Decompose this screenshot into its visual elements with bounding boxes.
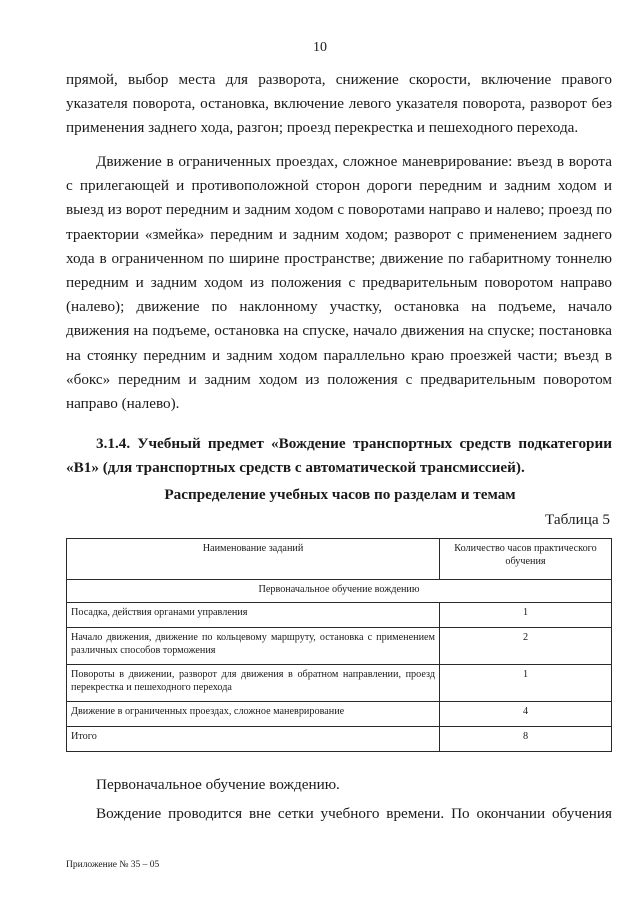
task-name-cell: Движение в ограниченных проездах, сложное маневрирование (67, 702, 440, 727)
section-heading: 3.1.4. Учебный предмет «Вождение транспортных средств подкатегории «В1» (для транспортных средств с автоматической трансмиссией). (66, 435, 612, 477)
table-total-row (67, 727, 612, 752)
total-hours-cell: 8 (440, 727, 612, 752)
task-name-cell: Посадка, действия органами управления (67, 603, 440, 628)
task-name-cell: Повороты в движении, разворот для движения в обратном направлении, проезд перекрестка и пешеходного перехода (67, 665, 440, 702)
table-row (67, 702, 612, 727)
paragraph-2: Движение в ограниченных проездах, сложное маневрирование: въезд в ворота с прилегающей и противоположной сторон дороги передним и задним ходом и выезд из ворот передним и задним ходом с поворотами направо и налево; проезд по траектории «змейка» передним и задним ходом; разворот с применением заднего хода в ограниченном по ширине пространстве; движение по габаритному тоннелю передним и задним ходом из положения с предварительным поворотом направо (налево); движение по наклонному участку, остановка на подъеме, начало движения на подъеме, остановка на спуске, начало движения на спуске; постановка на стоянку передним и задним ходом параллельно краю проезжей части; въезд в «бокс» передним и задним ходом из положения с предварительным поворотом направо (налево). (66, 153, 612, 413)
table-row (67, 628, 612, 665)
task-name-cell: Начало движения, движение по кольцевому маршруту, остановка с применением различных способов торможения (67, 628, 440, 665)
hours-cell: 4 (440, 702, 612, 727)
page-number: 10 (313, 40, 327, 55)
table-section-row (67, 580, 612, 603)
section-title-cell: Первоначальное обучение вождению (67, 580, 612, 603)
table-row (67, 665, 612, 702)
table-row (67, 603, 612, 628)
body-text-block-2 (66, 150, 612, 416)
hours-cell: 1 (440, 665, 612, 702)
header-task-name: Наименование заданий (67, 539, 440, 580)
header-hours: Количество часов практического обучения (440, 539, 612, 580)
hours-cell: 2 (440, 628, 612, 665)
hours-table (66, 538, 612, 752)
paragraph-1: прямой, выбор места для разворота, снижение скорости, включение правого указателя поворота, остановка, включение левого указателя поворота, разворот без применения заднего хода, разгон; проезд перекрестка и пешеходного перехода. (66, 71, 612, 137)
table-header-row (67, 539, 612, 580)
paragraph-driving-schedule: Вождение проводится вне сетки учебного времени. По окончании обучения (96, 805, 612, 822)
hours-cell: 1 (440, 603, 612, 628)
total-label-cell: Итого (67, 727, 440, 752)
footer-note: Приложение № 35 – 05 (66, 860, 160, 870)
body-text-block (66, 68, 612, 141)
paragraph-initial-training: Первоначальное обучение вождению. (96, 776, 340, 793)
table-number: Таблица 5 (545, 511, 610, 528)
table-title: Распределение учебных часов по разделам и темам (164, 486, 516, 503)
